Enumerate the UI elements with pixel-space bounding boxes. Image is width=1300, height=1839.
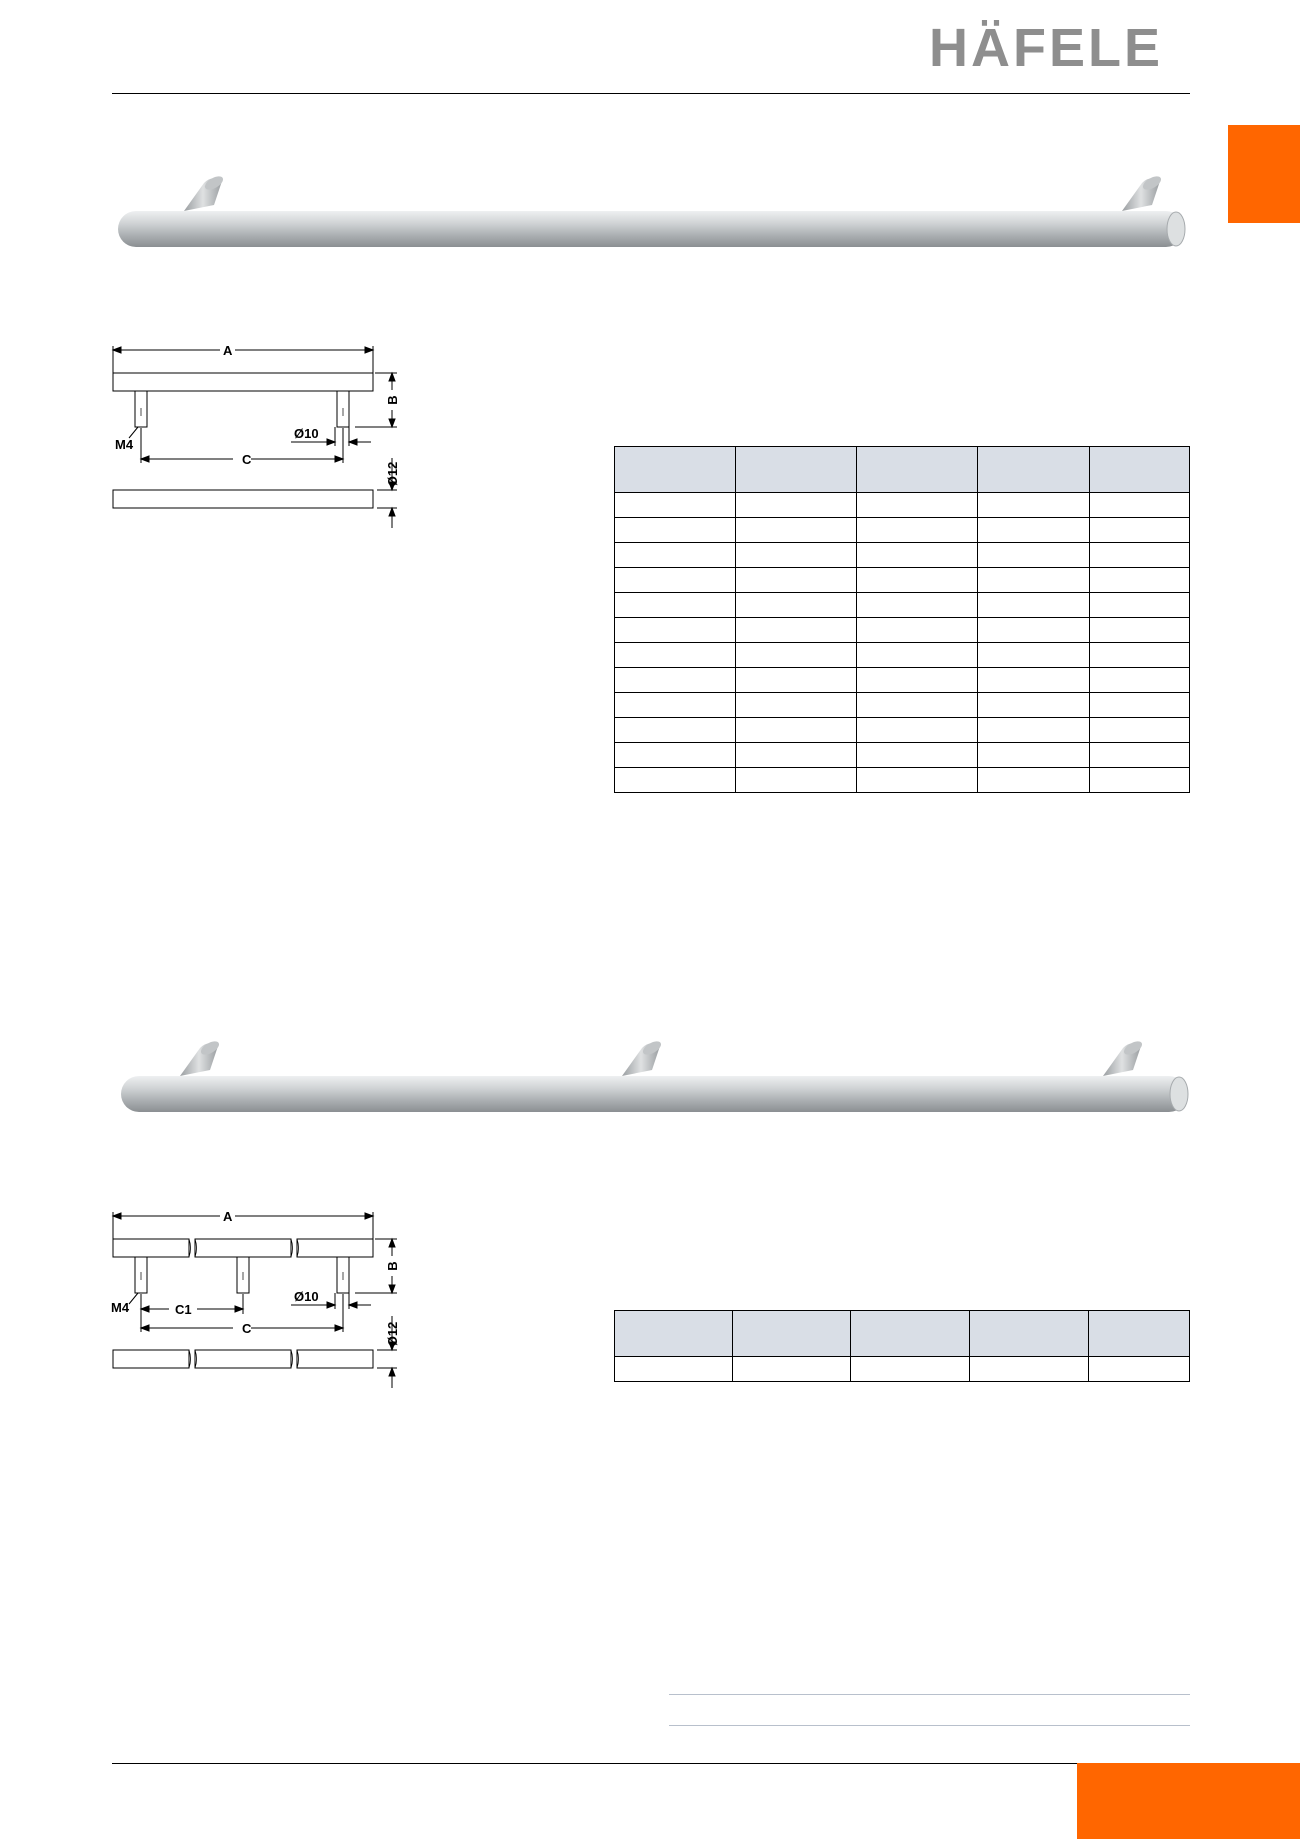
table-header-cell — [733, 1311, 851, 1357]
table-header-cell — [851, 1311, 970, 1357]
dim-label-b: B — [385, 395, 400, 405]
table-header-cell — [615, 447, 736, 493]
table-row — [615, 593, 1190, 618]
table-header-cell — [978, 447, 1090, 493]
dim-label-b: B — [385, 1261, 400, 1271]
dim-label-c: C — [242, 1321, 252, 1336]
footer-note-line-1 — [669, 1694, 1190, 1695]
table-row — [615, 743, 1190, 768]
dim-label-m4: M4 — [111, 1300, 130, 1315]
dim-label-c: C — [242, 452, 252, 467]
handle-leg-right — [1122, 175, 1163, 211]
table-row — [615, 718, 1190, 743]
dim-label-a: A — [223, 1209, 233, 1224]
brand-logo: HÄFELE — [929, 18, 1163, 78]
table-row — [615, 568, 1190, 593]
dim-label-leg-diameter: Ø10 — [294, 426, 319, 441]
header-rule — [112, 93, 1190, 94]
table-header-cell — [736, 447, 857, 493]
spec-table-1 — [614, 446, 1190, 793]
table-header-cell — [1089, 1311, 1190, 1357]
handle-leg-middle — [622, 1039, 663, 1076]
table-row — [615, 493, 1190, 518]
handle-bar — [118, 211, 1184, 247]
footer-note-line-2 — [669, 1725, 1190, 1726]
table-row — [615, 693, 1190, 718]
table-row — [615, 1357, 1190, 1382]
dim-label-m4: M4 — [115, 437, 134, 452]
spec-table-2 — [614, 1310, 1190, 1382]
dim-label-a: A — [223, 343, 233, 358]
side-tab[interactable] — [1228, 125, 1300, 223]
table-row — [615, 618, 1190, 643]
footer-rule — [112, 1763, 1190, 1764]
table-header-cell — [615, 1311, 733, 1357]
dim-label-bar-diameter: Ø12 — [385, 1321, 400, 1347]
dim-label-leg-diameter: Ø10 — [294, 1289, 319, 1304]
bar-handle-photo-3-leg — [115, 1038, 1195, 1118]
table-header-cell — [857, 447, 978, 493]
handle-leg-left — [184, 175, 225, 211]
handle-leg-left — [180, 1039, 221, 1076]
table-header-cell — [970, 1311, 1089, 1357]
dim-label-bar-diameter: Ø12 — [385, 461, 400, 487]
table-row — [615, 643, 1190, 668]
table-header-cell — [1090, 447, 1190, 493]
handle-bar — [121, 1076, 1187, 1112]
dimension-drawing-2 — [105, 1204, 415, 1404]
bar-handle-photo — [112, 175, 1192, 255]
handle-leg-right — [1103, 1039, 1144, 1076]
dimension-drawing-1 — [105, 338, 415, 538]
table-row — [615, 543, 1190, 568]
page-corner-tab — [1077, 1763, 1300, 1839]
dim-label-c1: C1 — [175, 1302, 192, 1317]
table-row — [615, 768, 1190, 793]
table-row — [615, 518, 1190, 543]
table-row — [615, 668, 1190, 693]
